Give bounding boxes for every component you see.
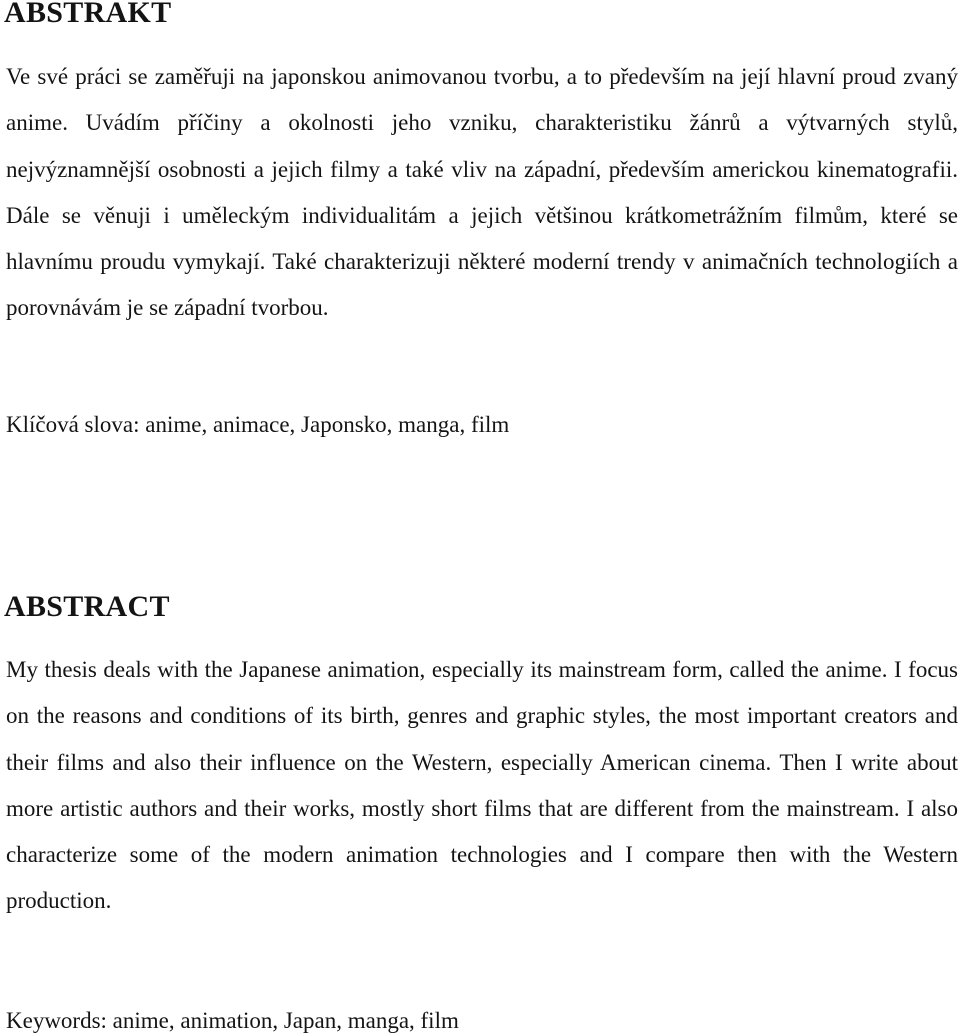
abstract-paragraph-czech: Ve své práci se zaměřuji na japonskou animovanou tvorbu, a to především na její hlavní proud zvaný anime. Uvádím příčiny a okolnosti jeho vzniku, charakteristiku žánrů a výtvarných stylů, nejvýznamnější osobnosti a jejich filmy a také vliv na západní, především americkou kinematografii. Dále se věnuji i uměleckým individualitám a jejich většinou krátkometrážním filmům, které se hlavnímu proudu vymykají. Také charakterizuji některé moderní trendy v animačních technologiích a porovnávám je se západní tvorbou. xyxy=(6,64,958,321)
keywords-czech: Klíčová slova: anime, animace, Japonsko, manga, film xyxy=(6,412,510,437)
abstract-heading-czech: ABSTRAKT xyxy=(4,0,172,29)
abstract-heading-english: ABSTRACT xyxy=(4,590,170,623)
abstract-paragraph-english: My thesis deals with the Japanese animation, especially its mainstream form, called the anime. I focus on the reasons and conditions of its birth, genres and graphic styles, the most important creators and their films and also their influence on the Western, especially American cinema. Then I write about more artistic authors and their works, mostly short films that are different from the mainstream. I also characterize some of the modern animation technologies and I compare then with the Western production. xyxy=(6,657,958,914)
keywords-english: Keywords: anime, animation, Japan, manga, film xyxy=(6,1008,459,1033)
